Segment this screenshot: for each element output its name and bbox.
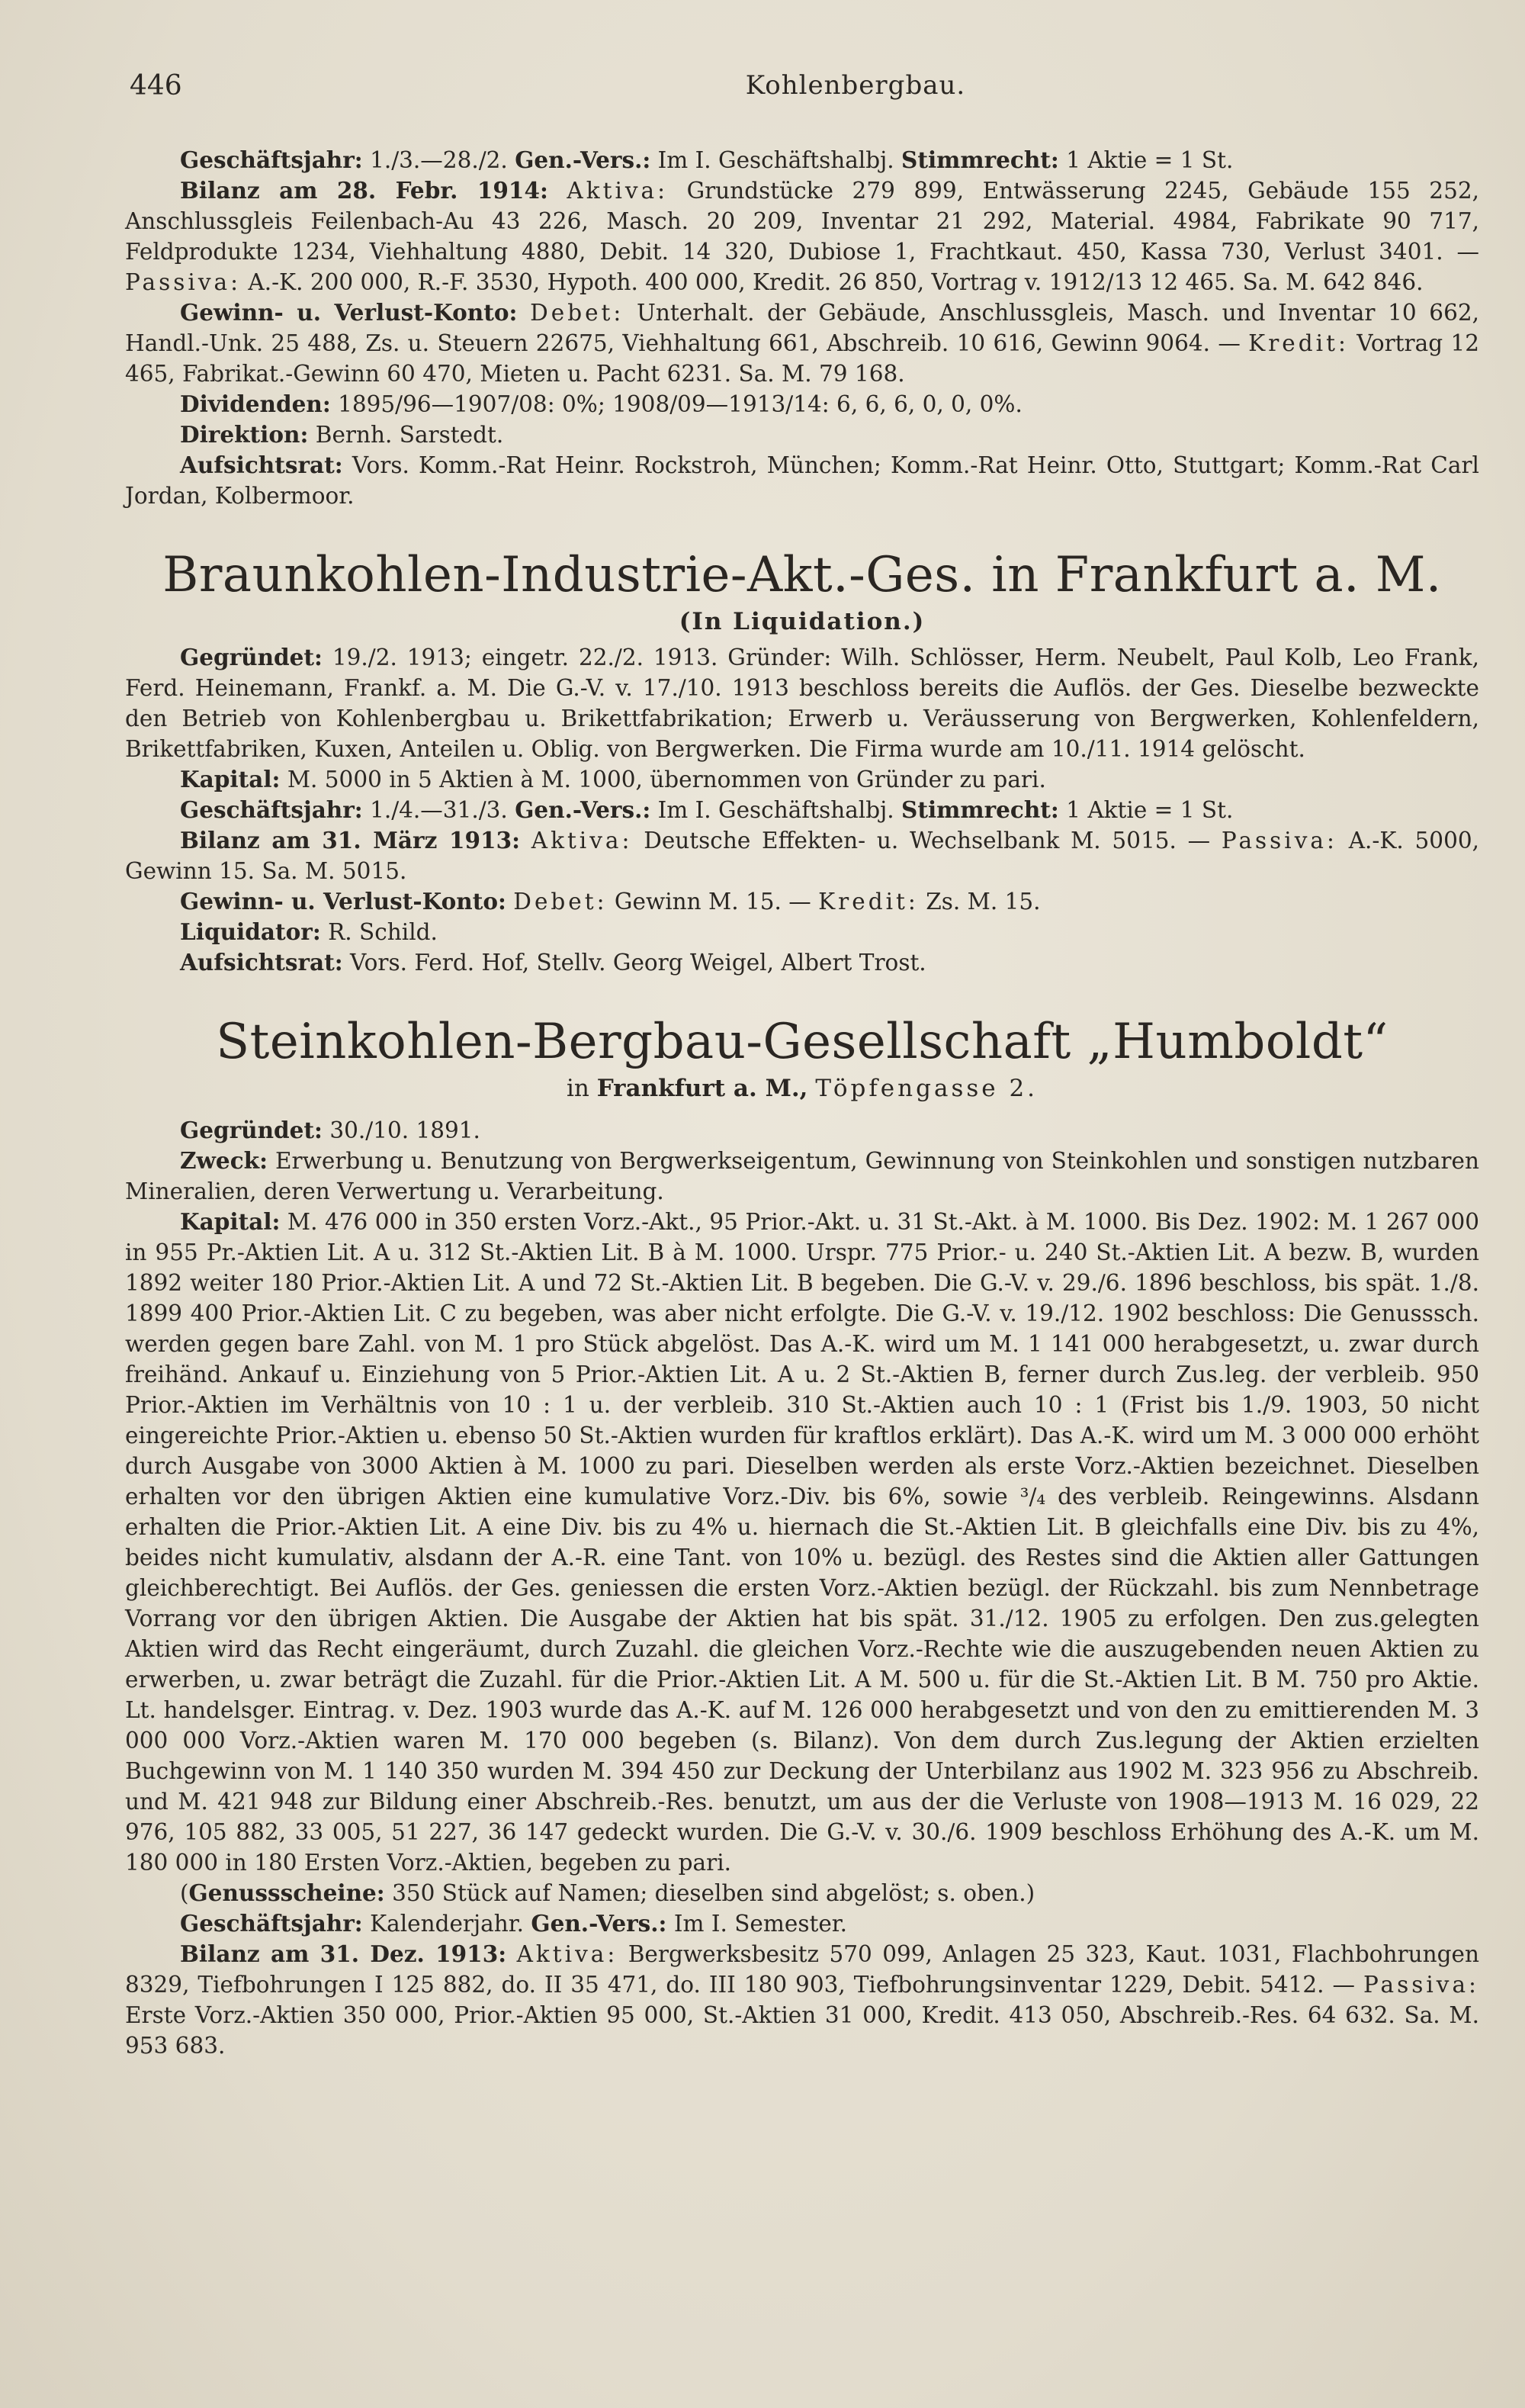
text: Bergwerksbesitz 570 099, Anlagen 25 323, Kaut. 1031, Flachbohrungen 8329, Tiefbohrungen I 125 882, do. II 35 471, do. III 180 903, Tiefbohrungsinventar 1229, Debit. 5412. — <box>125 1941 1479 1998</box>
text: M. 476 000 in 350 ersten Vorz.-Akt., 95 Prior.-Akt. u. 31 St.-Akt. à M. 1000. Bis Dez. 1902: M. 1 267 000 in 955 Pr.-Aktien Lit. A u. 312 St.-Aktien Lit. B à M. 1000. Urspr. 775 Prior.- u. 240 St.-Aktien Lit. A bezw. B, wurden 1892 weiter 180 Prior.-Aktien Lit. A und 72 St.-Aktien Lit. B begeben. Die G.-V. v. 29./6. 1896 beschloss, bis spät. 1./8. 1899 400 Prior.-Aktien Lit. C zu begeben, was aber nicht erfolgte. Die G.-V. v. 19./12. 1902 beschloss: Die Genusssch. werden gegen bare Zahl. von M. 1 pro Stück abgelöst. Das A.-K. wird um M. 1 141 000 herabgesetzt, u. zwar durch freihänd. Ankauf u. Einziehung von 5 Prior.-Aktien Lit. A u. 2 St.-Aktien B, ferner durch Zus.leg. der verbleib. 950 Prior.-Aktien im Verhältnis von 10 : 1 u. der verbleib. 310 St.-Aktien auch 10 : 1 (Frist bis 1./9. 1903, 50 nicht eingereichte Prior.-Aktien u. ebenso 50 St.-Aktien wurden für kraftlos erklärt). Das A.-K. wird um M. 3 000 000 erhöht durch Ausgabe von 3000 Aktien à M. 1000 zu pari. Dieselben werden als erste Vorz.-Aktien bezeichnet. Dieselben erhalten vor den übrigen Aktien eine kumulative Vorz.-Div. bis 6%, sowie ³/₄ des verbleib. Reingewinns. Alsdann erhalten die Prior.-Aktien Lit. A eine Div. bis zu 4% u. hiernach die St.-Aktien Lit. B gleichfalls eine Div. bis zu 4%, beides nicht kumulativ, alsdann der A.-R. eine Tant. von 10% u. bezügl. des Restes sind die Aktien aller Gattungen gleichberechtigt. Bei Auflös. der Ges. geniessen die ersten Vorz.-Aktien bezügl. der Rückzahl. bis zum Nennbetrage Vorrang vor den übrigen Aktien. Die Ausgabe der Aktien hat bis spät. 31./12. 1905 zu erfolgen. Den zus.gelegten Aktien wird das Recht eingeräumt, durch Zuzahl. die gleichen Vorz.-Rechte wie die auszugebenden neuen Aktien zu erwerben, u. zwar beträgt die Zuzahl. für die Prior.-Aktien Lit. A M. 500 u. für die St.-Aktien Lit. B M. 750 pro Aktie. Lt. handelsger. Eintrag. v. Dez. 1903 wurde das A.-K. auf M. 126 000 herabgesetzt und von den zu emittierenden M. 3 000 000 Vorz.-Aktien waren M. 170 000 begeben (s. Bilanz). Von dem durch Zus.legung der Aktien erzielten Buchgewinn von M. 1 140 350 wurden M. 394 450 zur Deckung der Unterbilanz aus 1902 M. 323 956 zu Abschreib. und M. 421 948 zur Bildung einer Abschreib.-Res. benutzt, um aus der die Verluste von 1908—1913 M. 16 029, 22 976, 105 882, 33 005, 51 227, 36 147 gedeckt wurden. Die G.-V. v. 30./6. 1909 beschloss Erhöhung des A.-K. um M. 180 000 in 180 Ersten Vorz.-Aktien, begeben zu pari. <box>125 1209 1479 1876</box>
genussscheine-paragraph <box>125 1878 1479 1908</box>
purpose-paragraph <box>125 1146 1479 1207</box>
founded-paragraph <box>125 642 1479 764</box>
text: 1 Aktie = 1 St. <box>1058 147 1234 173</box>
text: R. Schild. <box>320 919 438 945</box>
company-title: Steinkohlen-Bergbau-Gesellschaft „Humboldt“ <box>216 1014 1389 1070</box>
text: Grundstücke 279 899, Entwässerung 2245, Gebäude 155 252, Anschlussgleis Feilenbach-Au 43 226, Masch. 20 209, Inventar 21 292, Material. 4984, Fabrikate 90 717, Feldprodukte 1234, Viehhaltung 4880, Debit. 14 320, Dubiose 1, Frachtkaut. 450, Kassa 730, Verlust 3401. — <box>125 178 1479 265</box>
balance-paragraph <box>125 175 1479 297</box>
label: Zweck: <box>180 1147 268 1174</box>
label: Bilanz am 31. März 1913: <box>180 827 520 854</box>
balance-paragraph <box>125 825 1479 886</box>
profit-loss-paragraph <box>125 886 1479 917</box>
text: Vors. Komm.-Rat Heinr. Rockstroh, München; Komm.-Rat Heinr. Otto, Stuttgart; Komm.-Rat Carl Jordan, Kolbermoor. <box>125 452 1479 509</box>
text: Zs. M. 15. <box>918 889 1041 915</box>
label: Gen.-Vers.: <box>515 146 651 173</box>
label: Stimmrecht: <box>901 146 1059 173</box>
debet-label: Debet: <box>530 300 624 326</box>
kredit-label: Kredit: <box>1248 330 1349 356</box>
text: Im I. Semester. <box>666 1911 848 1937</box>
text: 1 Aktie = 1 St. <box>1058 797 1234 823</box>
text: Kalenderjahr. <box>362 1911 531 1937</box>
label: Kapital: <box>180 766 281 792</box>
dividends-paragraph <box>125 389 1479 420</box>
label: Bilanz am 31. Dez. 1913: <box>180 1940 507 1967</box>
aktiva-label: Aktiva: <box>516 1941 618 1967</box>
label: Dividenden: <box>180 391 331 417</box>
text: Vortrag 12 465, Fabrikat.-Gewinn 60 470, Mieten u. Pacht 6231. Sa. M. 79 168. <box>125 330 1479 387</box>
text: 350 Stück auf Namen; dieselben sind abgelöst; s. oben.) <box>384 1880 1035 1906</box>
label: Gen.-Vers.: <box>515 796 651 823</box>
open-paren: ( <box>180 1880 189 1906</box>
label: Genussscheine: <box>188 1879 385 1906</box>
section-braunkohlen <box>125 545 1479 978</box>
text: Erste Vorz.-Aktien 350 000, Prior.-Aktien 95 000, St.-Aktien 31 000, Kredit. 413 050, Abschreib.-Res. 64 632. Sa. M. 953 683. <box>125 2002 1479 2059</box>
text: 1./3.—28./2. <box>362 147 515 173</box>
debet-label: Debet: <box>513 889 608 915</box>
label: Geschäftsjahr: <box>180 796 363 823</box>
page-number: 446 <box>130 70 182 101</box>
passiva-label: Passiva: <box>1363 1972 1479 1998</box>
label: Gewinn- u. Verlust-Konto: <box>180 299 518 326</box>
label: Direktion: <box>180 421 309 448</box>
supervisory-board-paragraph <box>125 450 1479 511</box>
company-location <box>125 1072 1479 1104</box>
location-city: Frankfurt a. M., <box>596 1075 808 1102</box>
text: Vors. Ferd. Hof, Stellv. Georg Weigel, Albert Trost. <box>342 950 926 976</box>
text: 30./10. 1891. <box>322 1117 480 1143</box>
label: Kapital: <box>180 1208 281 1235</box>
label: Gegründet: <box>180 644 323 670</box>
label: Gewinn- u. Verlust-Konto: <box>180 888 506 915</box>
label: Gen.-Vers.: <box>531 1910 667 1937</box>
text: Erwerbung u. Benutzung von Bergwerkseigentum, Gewinnung von Steinkohlen und sonstigen nutzbaren Mineralien, deren Verwertung u. Verarbeitung. <box>125 1148 1479 1204</box>
label: Aufsichtsrat: <box>180 452 343 478</box>
text: Im I. Geschäftshalbj. <box>650 147 902 173</box>
capital-paragraph <box>125 764 1479 795</box>
company-title: Braunkohlen-Industrie-Akt.-Ges. in Frankfurt a. M. <box>162 547 1442 603</box>
text: A.-K. 5000, Gewinn 15. Sa. M. 5015. <box>125 828 1479 884</box>
text: Im I. Geschäftshalbj. <box>650 797 902 823</box>
label: Aufsichtsrat: <box>180 949 343 976</box>
label: Stimmrecht: <box>901 796 1059 823</box>
label: Geschäftsjahr: <box>180 146 363 173</box>
text: A.-K. 200 000, R.-F. 3530, Hypoth. 400 000, Kredit. 26 850, Vortrag v. 1912/13 12 465. Sa. M. 642 846. <box>241 269 1424 295</box>
label: Geschäftsjahr: <box>180 1910 363 1937</box>
passiva-label: Passiva: <box>1221 828 1337 854</box>
location-street: Töpfengasse 2. <box>815 1075 1039 1102</box>
capital-paragraph <box>125 1207 1479 1878</box>
aktiva-label: Aktiva: <box>531 828 633 854</box>
text: 19./2. 1913; eingetr. 22./2. 1913. Gründer: Wilh. Schlösser, Herm. Neubelt, Paul Kolb, Leo Frank, Ferd. Heinemann, Frankf. a. M. Die G.-V. v. 17./10. 1913 beschloss bereits die Auflös. der Ges. Dieselbe bezweckte den Betrieb von Kohlenbergbau u. Brikettfabrikation; Erwerb u. Veräusserung von Bergwerken, Kohlenfeldern, Brikettfabriken, Kuxen, Anteilen u. Oblig. von Bergwerken. Die Firma wurde am 10./11. 1914 gelöscht. <box>125 645 1479 762</box>
section-humboldt <box>125 1011 1479 2061</box>
text: M. 5000 in 5 Aktien à M. 1000, übernommen von Gründer zu pari. <box>280 767 1046 792</box>
section-continuation <box>125 145 1479 511</box>
subtitle-text: (In Liquidation.) <box>679 608 926 635</box>
supervisory-board-paragraph <box>125 947 1479 978</box>
text: Bernh. Sarstedt. <box>308 422 504 448</box>
fiscal-year-paragraph <box>125 795 1479 825</box>
profit-loss-paragraph <box>125 297 1479 389</box>
balance-paragraph <box>125 1939 1479 2061</box>
liquidator-paragraph <box>125 917 1479 947</box>
running-header <box>125 70 1479 124</box>
label: Gegründet: <box>180 1117 323 1143</box>
direction-paragraph <box>125 420 1479 450</box>
fiscal-year-paragraph <box>125 1908 1479 1939</box>
label: Liquidator: <box>180 918 321 945</box>
kredit-label: Kredit: <box>818 889 919 915</box>
label: Bilanz am 28. Febr. 1914: <box>180 177 548 204</box>
aktiva-label: Aktiva: <box>567 178 669 204</box>
founded-paragraph <box>125 1115 1479 1146</box>
fiscal-year-paragraph <box>125 145 1479 175</box>
text: 1./4.—31./3. <box>362 797 515 823</box>
passiva-label: Passiva: <box>125 269 242 295</box>
text: Deutsche Effekten- u. Wechselbank M. 5015. — <box>632 828 1222 854</box>
company-subtitle <box>125 606 1479 638</box>
text: Unterhalt. der Gebäude, Anschlussgleis, Masch. und Inventar 10 662, Handl.-Unk. 25 488, Zs. u. Steuern 22675, Viehhaltung 661, Abschreib. 10 616, Gewinn 9064. — <box>125 300 1479 356</box>
location-prefix: in <box>566 1075 597 1102</box>
text: Gewinn M. 15. — <box>607 889 819 915</box>
running-title: Kohlenbergbau. <box>745 70 966 101</box>
text: 1895/96—1907/08: 0%; 1908/09—1913/14: 6, 6, 6, 0, 0, 0%. <box>330 391 1023 417</box>
